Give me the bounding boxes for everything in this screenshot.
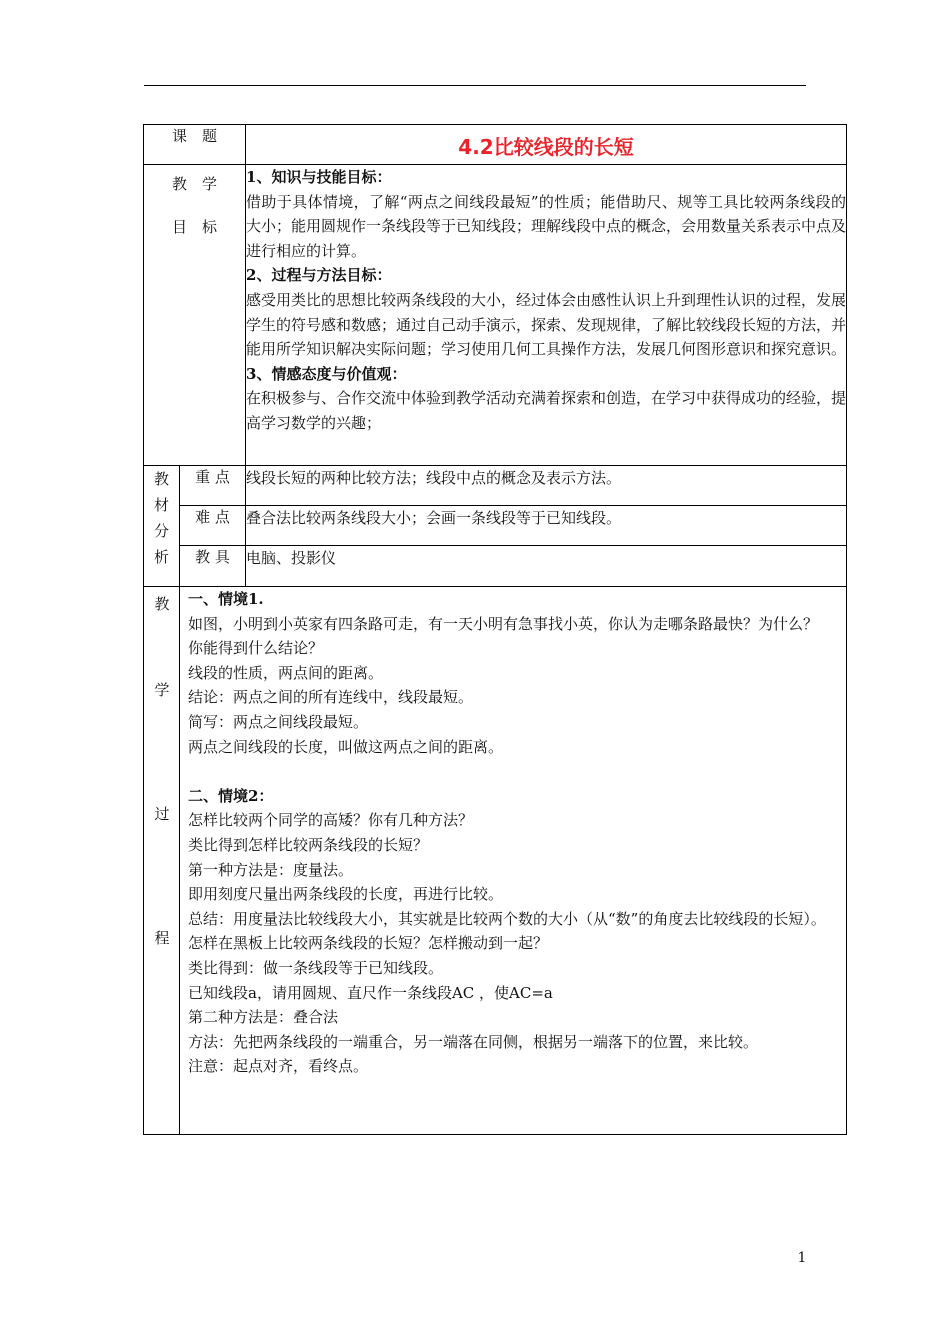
analysis-char: 材 bbox=[153, 496, 169, 514]
process-line: 类比得到：做一条线段等于已知线段。 bbox=[188, 958, 444, 977]
goal-text-process: 感受用类比的思想比较两条线段的大小，经过体会由感性认识上升到理性认识的过程，发展学生的符号感和数感；通过自己动手演示，探索、发现规律，了解比较线段长短的方法，并能用所学知识解决实际问题；学习使用几何工具操作方法，发展几何图形意识和探究意识。 bbox=[246, 290, 847, 359]
goal-heading-process: 2、过程与方法目标： bbox=[246, 266, 392, 285]
process-line: 第一种方法是：度量法。 bbox=[188, 860, 354, 879]
process-line: 方法：先把两条线段的一端重合，另一端落在同侧，根据另一端落下的位置，来比较。 bbox=[188, 1032, 759, 1051]
tools-text: 电脑、投影仪 bbox=[246, 549, 337, 567]
key-point-label: 重 点 bbox=[195, 468, 230, 486]
difficulty-row bbox=[144, 506, 847, 546]
process-char: 过 bbox=[154, 805, 170, 823]
key-point-label-cell bbox=[180, 466, 246, 506]
process-char: 学 bbox=[154, 681, 170, 699]
lesson-plan-table bbox=[143, 124, 847, 1135]
difficulty-label: 难 点 bbox=[195, 508, 230, 526]
goal-text-knowledge: 借助于具体情境，了解“两点之间线段最短”的性质；能借助尺、规等工具比较两条线段的大小；能用圆规作一条线段等于已知线段；理解线段中点的概念，会用数量关系表示中点及进行相应的计算。 bbox=[246, 192, 847, 260]
process-line: 类比得到怎样比较两条线段的长短？ bbox=[188, 835, 429, 854]
tools-label-cell bbox=[180, 546, 246, 587]
process-line: 如图，小明到小英家有四条路可走，有一天小明有急事找小英，你认为走哪条路最快？为什么？ bbox=[188, 614, 819, 633]
goals-label-cell bbox=[144, 165, 246, 466]
process-line: 简写：两点之间线段最短。 bbox=[188, 712, 369, 731]
subject-label-cell bbox=[144, 125, 246, 165]
process-line: 线段的性质，两点间的距离。 bbox=[188, 663, 384, 682]
process-line: 怎样在黑板上比较两条线段的长短？怎样搬动到一起？ bbox=[188, 934, 549, 953]
process-line: 你能得到什么结论？ bbox=[188, 639, 324, 658]
difficulty-cell bbox=[246, 506, 847, 546]
analysis-label-cell bbox=[144, 466, 180, 587]
goal-text-attitude: 在积极参与、合作交流中体验到教学活动充满着探索和创造，在学习中获得成功的经验，提高学习数学的兴趣； bbox=[246, 389, 847, 432]
title-row bbox=[144, 125, 847, 165]
subject-label: 课 题 bbox=[172, 127, 218, 145]
process-line: 已知线段a，请用圆规、直尺作一条线段AC ，使AC=a bbox=[188, 983, 553, 1002]
process-line: 即用刻度尺量出两条线段的长度，再进行比较。 bbox=[188, 885, 504, 904]
section-2-heading: 二、情境2： bbox=[188, 786, 274, 805]
tools-row bbox=[144, 546, 847, 587]
process-line: 两点之间线段的长度，叫做这两点之间的距离。 bbox=[188, 737, 504, 756]
goal-heading-attitude: 3、情感态度与价值观： bbox=[246, 364, 407, 383]
process-char: 教 bbox=[154, 595, 170, 613]
analysis-char: 分 bbox=[153, 522, 169, 540]
key-point-text: 线段长短的两种比较方法；线段中点的概念及表示方法。 bbox=[246, 469, 622, 487]
header-rule bbox=[144, 85, 806, 86]
process-line: 第二种方法是：叠合法 bbox=[188, 1008, 339, 1027]
process-row bbox=[144, 587, 847, 1135]
analysis-char: 析 bbox=[153, 548, 169, 566]
goals-label-1: 教 学 bbox=[172, 175, 218, 193]
process-line: 结论：两点之间的所有连线中，线段最短。 bbox=[188, 688, 474, 707]
tools-label: 教 具 bbox=[195, 548, 230, 566]
goal-heading-knowledge: 1、知识与技能目标： bbox=[246, 168, 392, 186]
process-line: 总结：用度量法比较线段大小，其实就是比较两个数的大小（从“数”的角度去比较线段的长短）。 bbox=[188, 909, 826, 928]
lesson-title: 4.2比较线段的长短 bbox=[458, 135, 634, 159]
process-content bbox=[180, 587, 847, 1135]
tools-cell bbox=[246, 546, 847, 587]
page-number: 1 bbox=[797, 1250, 807, 1266]
difficulty-text: 叠合法比较两条线段大小；会画一条线段等于已知线段。 bbox=[246, 509, 622, 527]
process-char: 程 bbox=[154, 929, 170, 947]
section-1-heading: 一、情境1. bbox=[188, 590, 264, 608]
title-cell bbox=[246, 125, 847, 165]
key-point-row bbox=[144, 466, 847, 506]
analysis-char: 教 bbox=[153, 470, 169, 488]
blank-line bbox=[188, 759, 846, 784]
goals-content bbox=[246, 165, 847, 466]
goals-label-2: 目 标 bbox=[172, 218, 218, 236]
process-label-cell bbox=[144, 587, 180, 1135]
process-line: 怎样比较两个同学的高矮？你有几种方法？ bbox=[188, 811, 474, 830]
key-point-cell bbox=[246, 466, 847, 506]
goals-row bbox=[144, 165, 847, 466]
process-line: 注意：起点对齐，看终点。 bbox=[188, 1057, 369, 1076]
difficulty-label-cell bbox=[180, 506, 246, 546]
